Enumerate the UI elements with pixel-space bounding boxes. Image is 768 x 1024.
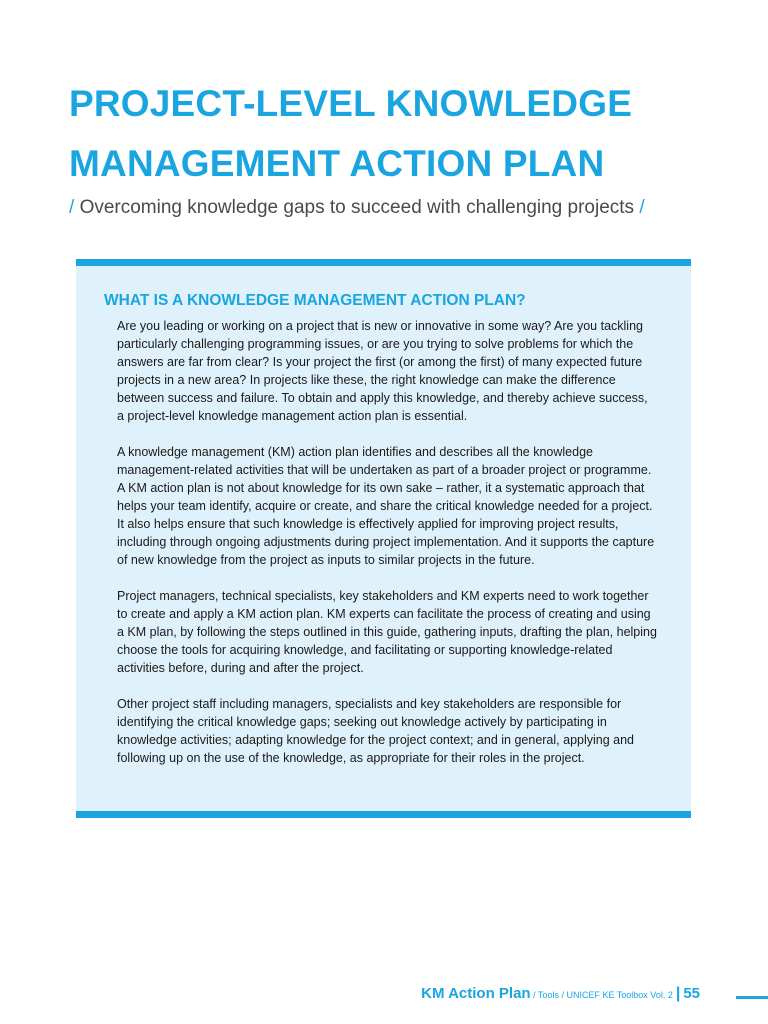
footer-title: KM Action Plan xyxy=(421,985,531,1002)
info-paragraph-1: Are you leading or working on a project that is new or innovative in some way? Are you tackling particularly challenging programming issues, or are you trying to solve problems for which the answers are far from clear? Is your project the first (or among the first) of many expected future projects in a new area? In projects like these, the right knowledge can make the difference between success and failure. To obtain and apply this knowledge, and thereby achieve success, a project-level knowledge management action plan is essential. xyxy=(117,319,648,423)
info-paragraph-4: Other project staff including managers, specialists and key stakeholders are responsible for identifying the critical knowledge gaps; seeking out knowledge actively by participating in knowledge activities; adapting knowledge for the project context; and in general, applying and following up on the use of the knowledge, as appropriate for their roles in the project. xyxy=(117,697,635,765)
page-footer xyxy=(421,985,700,1003)
footer-rule xyxy=(736,996,768,999)
info-box-body xyxy=(117,317,657,767)
page-title xyxy=(69,74,729,194)
subtitle-open-slash: / xyxy=(69,197,80,218)
subtitle-text: Overcoming knowledge gaps to succeed with challenging projects xyxy=(79,197,635,218)
page-number: 55 xyxy=(683,985,700,1002)
subtitle-close-slash: / xyxy=(634,197,645,218)
footer-breadcrumb: / Tools / UNICEF KE Toolbox Vol. 2 xyxy=(530,990,673,1000)
info-box-heading: WHAT IS A KNOWLEDGE MANAGEMENT ACTION PLAN? xyxy=(104,292,526,309)
footer-separator: | xyxy=(675,985,681,1002)
page-title-line-1: PROJECT-LEVEL KNOWLEDGE xyxy=(69,83,633,124)
info-box xyxy=(76,259,691,818)
page-title-line-2: MANAGEMENT ACTION PLAN xyxy=(69,143,605,184)
info-paragraph-3: Project managers, technical specialists, key stakeholders and KM experts need to work together to create and apply a KM action plan. KM experts can facilitate the process of creating and using a KM plan, by following the steps outlined in this guide, gathering inputs, drafting the plan, helping choose the tools for acquiring knowledge, and facilitating or supporting knowledge-related activities before, during and after the project. xyxy=(117,589,657,675)
page-subtitle xyxy=(69,196,645,220)
info-paragraph-2: A knowledge management (KM) action plan identifies and describes all the knowledge management-related activities that will be undertaken as part of a broader project or programme. A KM action plan is not about knowledge for its own sake – rather, it a systematic approach that helps your team identify, acquire or create, and share the critical knowledge needed for a project. It also helps ensure that such knowledge is effectively applied for improving project results, including through ongoing adjustments during project implementation. And it supports the capture of new knowledge from the project as inputs to similar projects in the future. xyxy=(117,445,655,567)
